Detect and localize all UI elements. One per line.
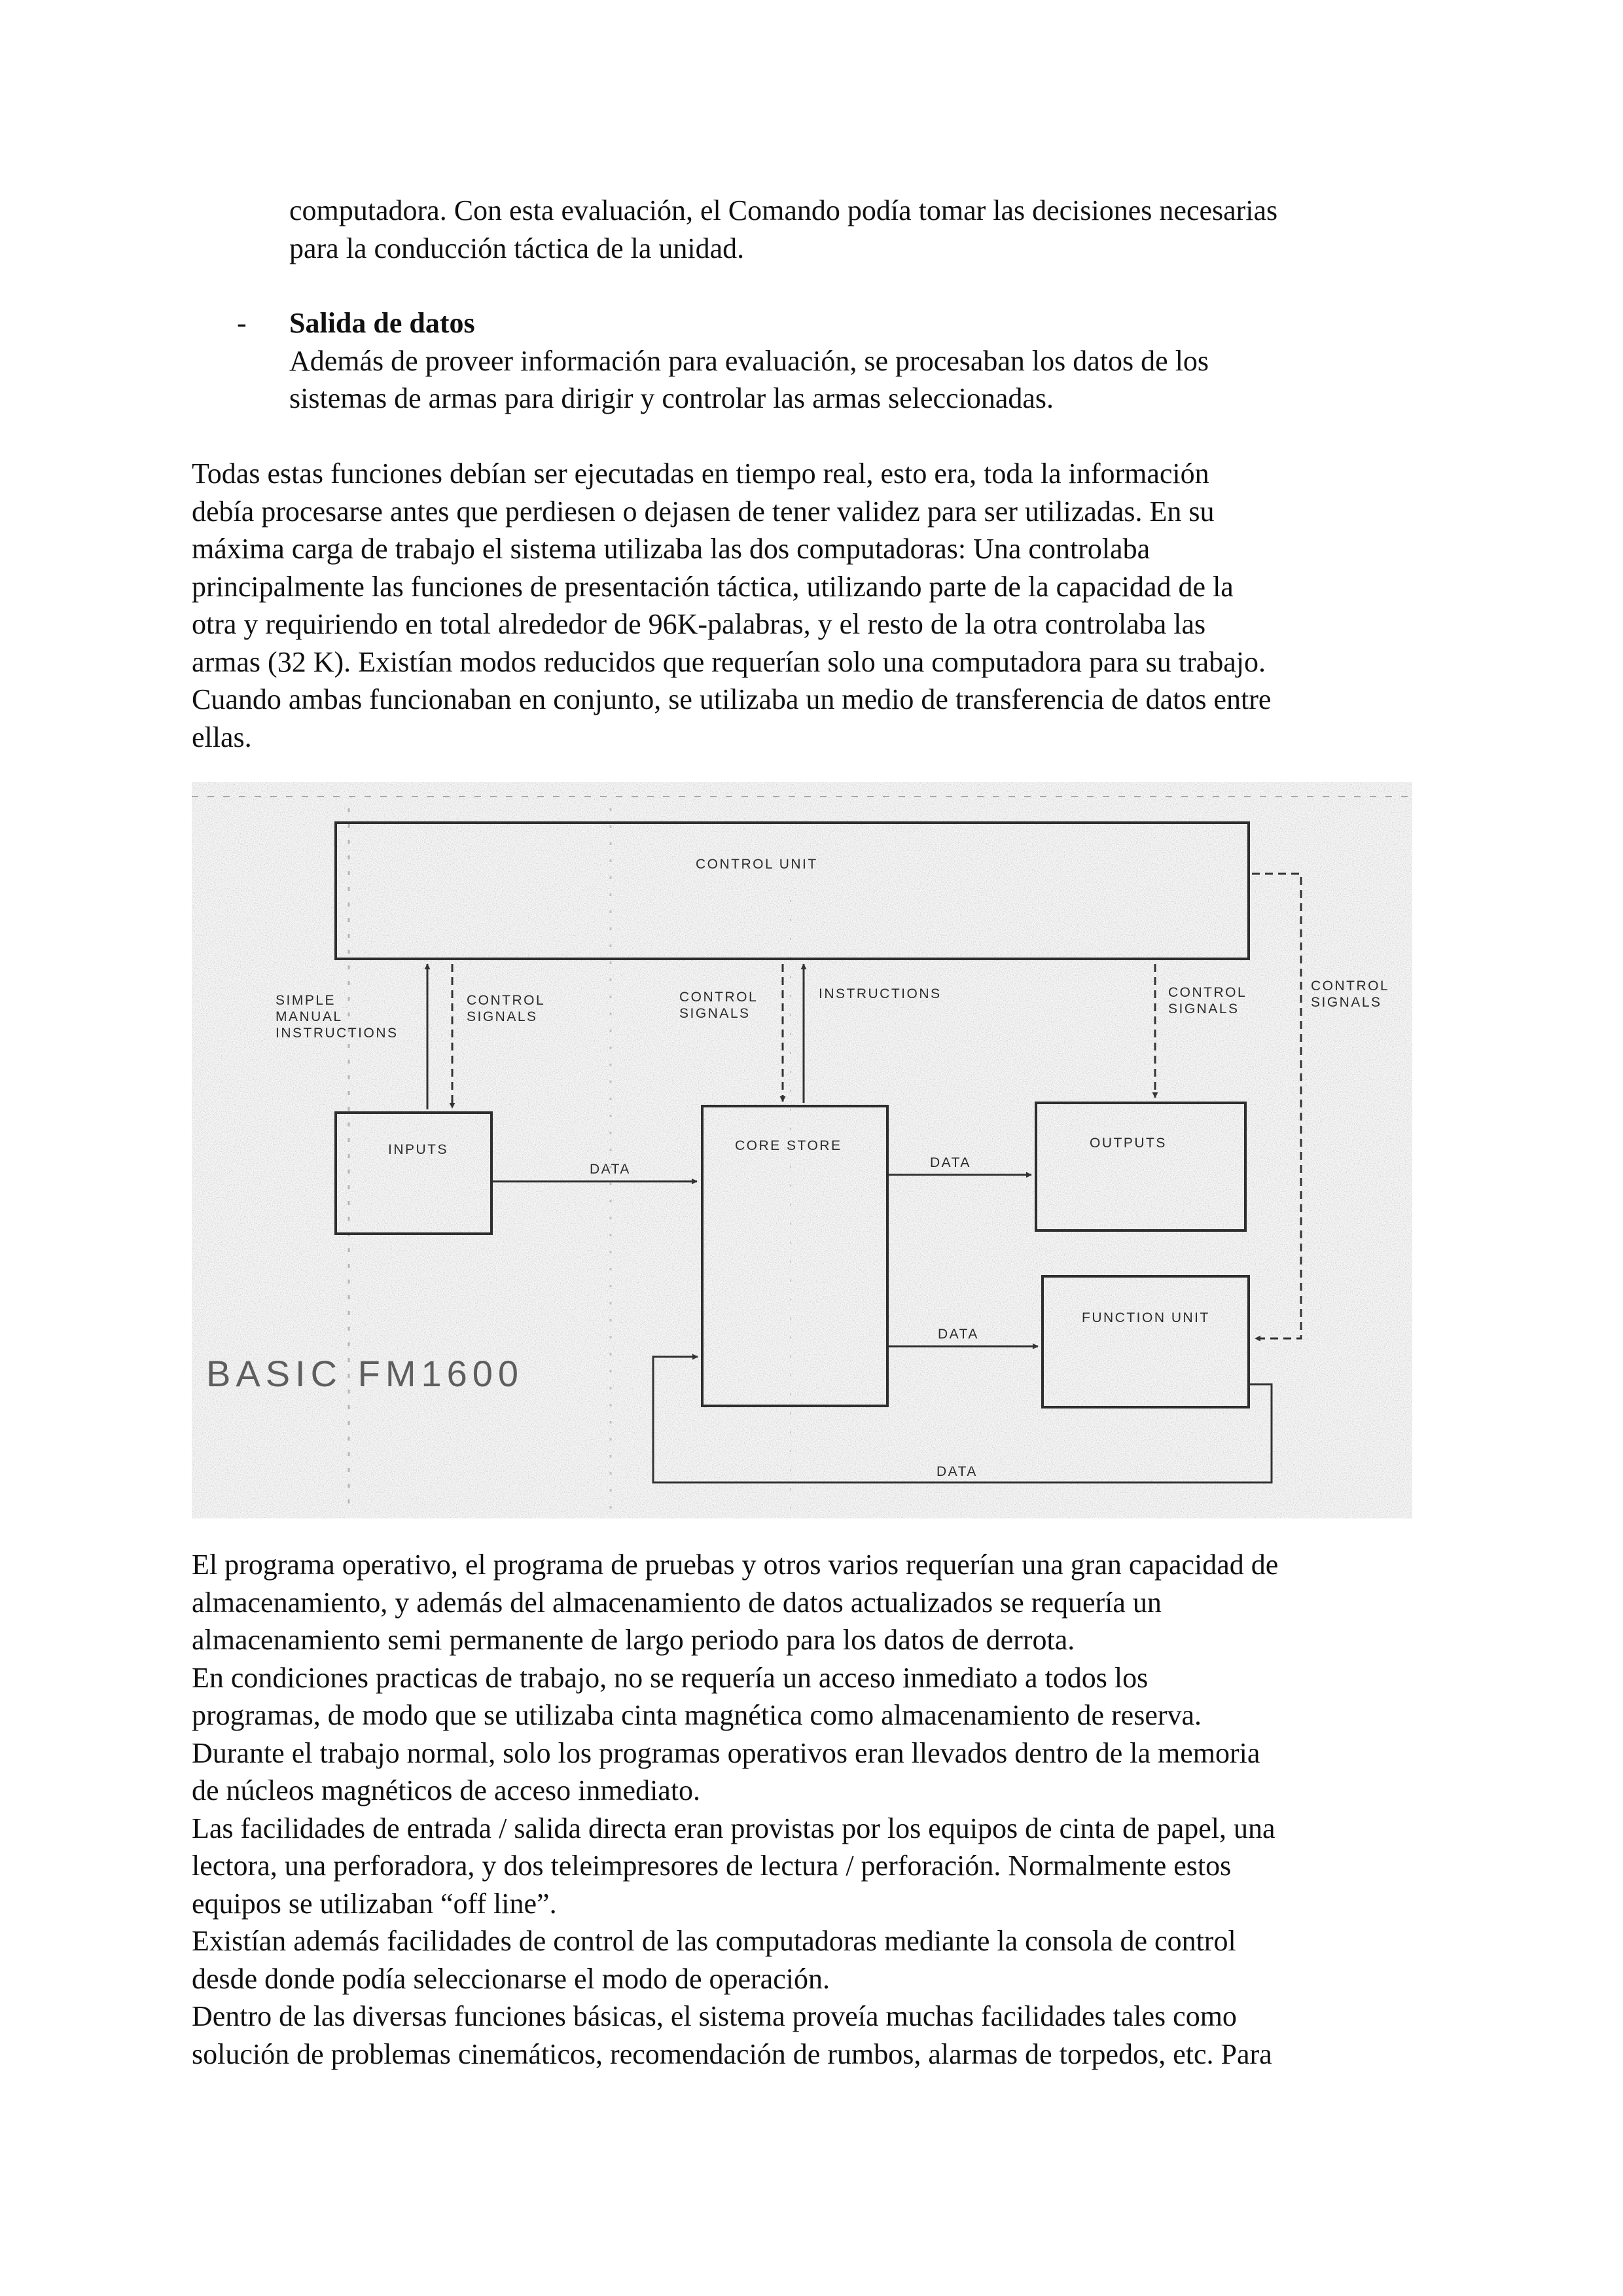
control-signals-function-label: CONTROL <box>1311 978 1390 994</box>
section-heading: Salida de datos <box>289 307 475 339</box>
core-store-label: CORE STORE <box>735 1138 842 1153</box>
simple-manual-label: MANUAL <box>276 1009 343 1024</box>
text-line: máxima carga de trabajo el sistema utilizaba las dos computadoras: Una controlaba <box>192 533 1150 565</box>
list-dash: - <box>237 307 247 339</box>
text-line: Durante el trabajo normal, solo los programas operativos eran llevados dentro de la memoria <box>192 1736 1260 1769</box>
text-line: para la conducción táctica de la unidad. <box>289 232 745 264</box>
text-line: desde donde podía seleccionarse el modo de operación. <box>192 1962 830 1995</box>
intro-paragraph <box>289 192 1277 267</box>
simple-manual-label: INSTRUCTIONS <box>276 1026 399 1041</box>
data-label: DATA <box>930 1155 971 1170</box>
text-line: debía procesarse antes que perdiesen o dejasen de tener validez para ser utilizadas. En su <box>192 495 1215 528</box>
realtime-paragraph <box>192 455 1271 756</box>
control-signals-inputs-label: SIGNALS <box>467 1009 538 1024</box>
storage-paragraph <box>192 1546 1278 2073</box>
text-line: computadora. Con esta evaluación, el Comando podía tomar las decisiones necesarias <box>289 194 1278 226</box>
inputs-label: INPUTS <box>388 1142 449 1157</box>
text-line: Además de proveer información para evaluación, se procesaban los datos de los <box>289 344 1209 377</box>
control-signals-function-label: SIGNALS <box>1311 995 1382 1010</box>
text-line: Las facilidades de entrada / salida directa eran provistas por los equipos de cinta de papel, una <box>192 1812 1275 1844</box>
text-line: Existían además facilidades de control de las computadoras mediante la consola de control <box>192 1925 1236 1957</box>
text-line: armas (32 K). Existían modos reducidos que requerían solo una computadora para su trabajo. <box>192 645 1266 678</box>
control-signals-outputs-label: CONTROL <box>1168 985 1247 1000</box>
fm1600-block-diagram <box>192 782 1412 1518</box>
diagram-title: BASIC FM1600 <box>206 1353 524 1394</box>
text-line: almacenamiento, y además del almacenamiento de datos actualizados se requería un <box>192 1586 1162 1619</box>
text-line: otra y requiriendo en total alrededor de 96K-palabras, y el resto de la otra controlaba las <box>192 608 1206 640</box>
text-line: En condiciones practicas de trabajo, no se requería un acceso inmediato a todos los <box>192 1661 1149 1694</box>
text-line: sistemas de armas para dirigir y controlar las armas seleccionadas. <box>289 382 1054 414</box>
outputs-label: OUTPUTS <box>1090 1136 1167 1151</box>
instructions-label: INSTRUCTIONS <box>819 986 942 1001</box>
text-line: Todas estas funciones debían ser ejecutadas en tiempo real, esto era, toda la información <box>192 457 1209 490</box>
text-line: almacenamiento semi permanente de largo periodo para los datos de derrota. <box>192 1624 1075 1656</box>
data-label: DATA <box>938 1327 979 1342</box>
text-line: solución de problemas cinemáticos, recomendación de rumbos, alarmas de torpedos, etc. Para <box>192 2037 1272 2070</box>
text-line: lectora, una perforadora, y dos teleimpresores de lectura / perforación. Normalmente estos <box>192 1850 1232 1882</box>
control-unit-label: CONTROL UNIT <box>696 857 818 872</box>
text-line: Cuando ambas funcionaban en conjunto, se utilizaba un medio de transferencia de datos entre <box>192 683 1272 715</box>
text-line: ellas. <box>192 721 252 753</box>
text-line: equipos se utilizaban “off line”. <box>192 1887 557 1920</box>
text-line: El programa operativo, el programa de pruebas y otros varios requerían una gran capacidad de <box>192 1549 1279 1581</box>
data-label: DATA <box>590 1162 631 1177</box>
text-line: principalmente las funciones de presentación táctica, utilizando parte de la capacidad de la <box>192 570 1234 603</box>
control-signals-inputs-label: CONTROL <box>467 993 546 1008</box>
text-line: de núcleos magnéticos de acceso inmediato. <box>192 1774 701 1806</box>
control-signals-core-label: CONTROL <box>679 990 758 1005</box>
control-signals-core-label: SIGNALS <box>679 1006 751 1021</box>
salida-section <box>289 304 1209 418</box>
function-unit-label: FUNCTION UNIT <box>1082 1310 1210 1325</box>
text-line: Dentro de las diversas funciones básicas, el sistema proveía muchas facilidades tales como <box>192 2000 1237 2032</box>
data-label: DATA <box>936 1464 978 1479</box>
control-signals-outputs-label: SIGNALS <box>1168 1001 1240 1016</box>
simple-manual-label: SIMPLE <box>276 993 336 1008</box>
text-line: programas, de modo que se utilizaba cinta magnética como almacenamiento de reserva. <box>192 1699 1202 1731</box>
